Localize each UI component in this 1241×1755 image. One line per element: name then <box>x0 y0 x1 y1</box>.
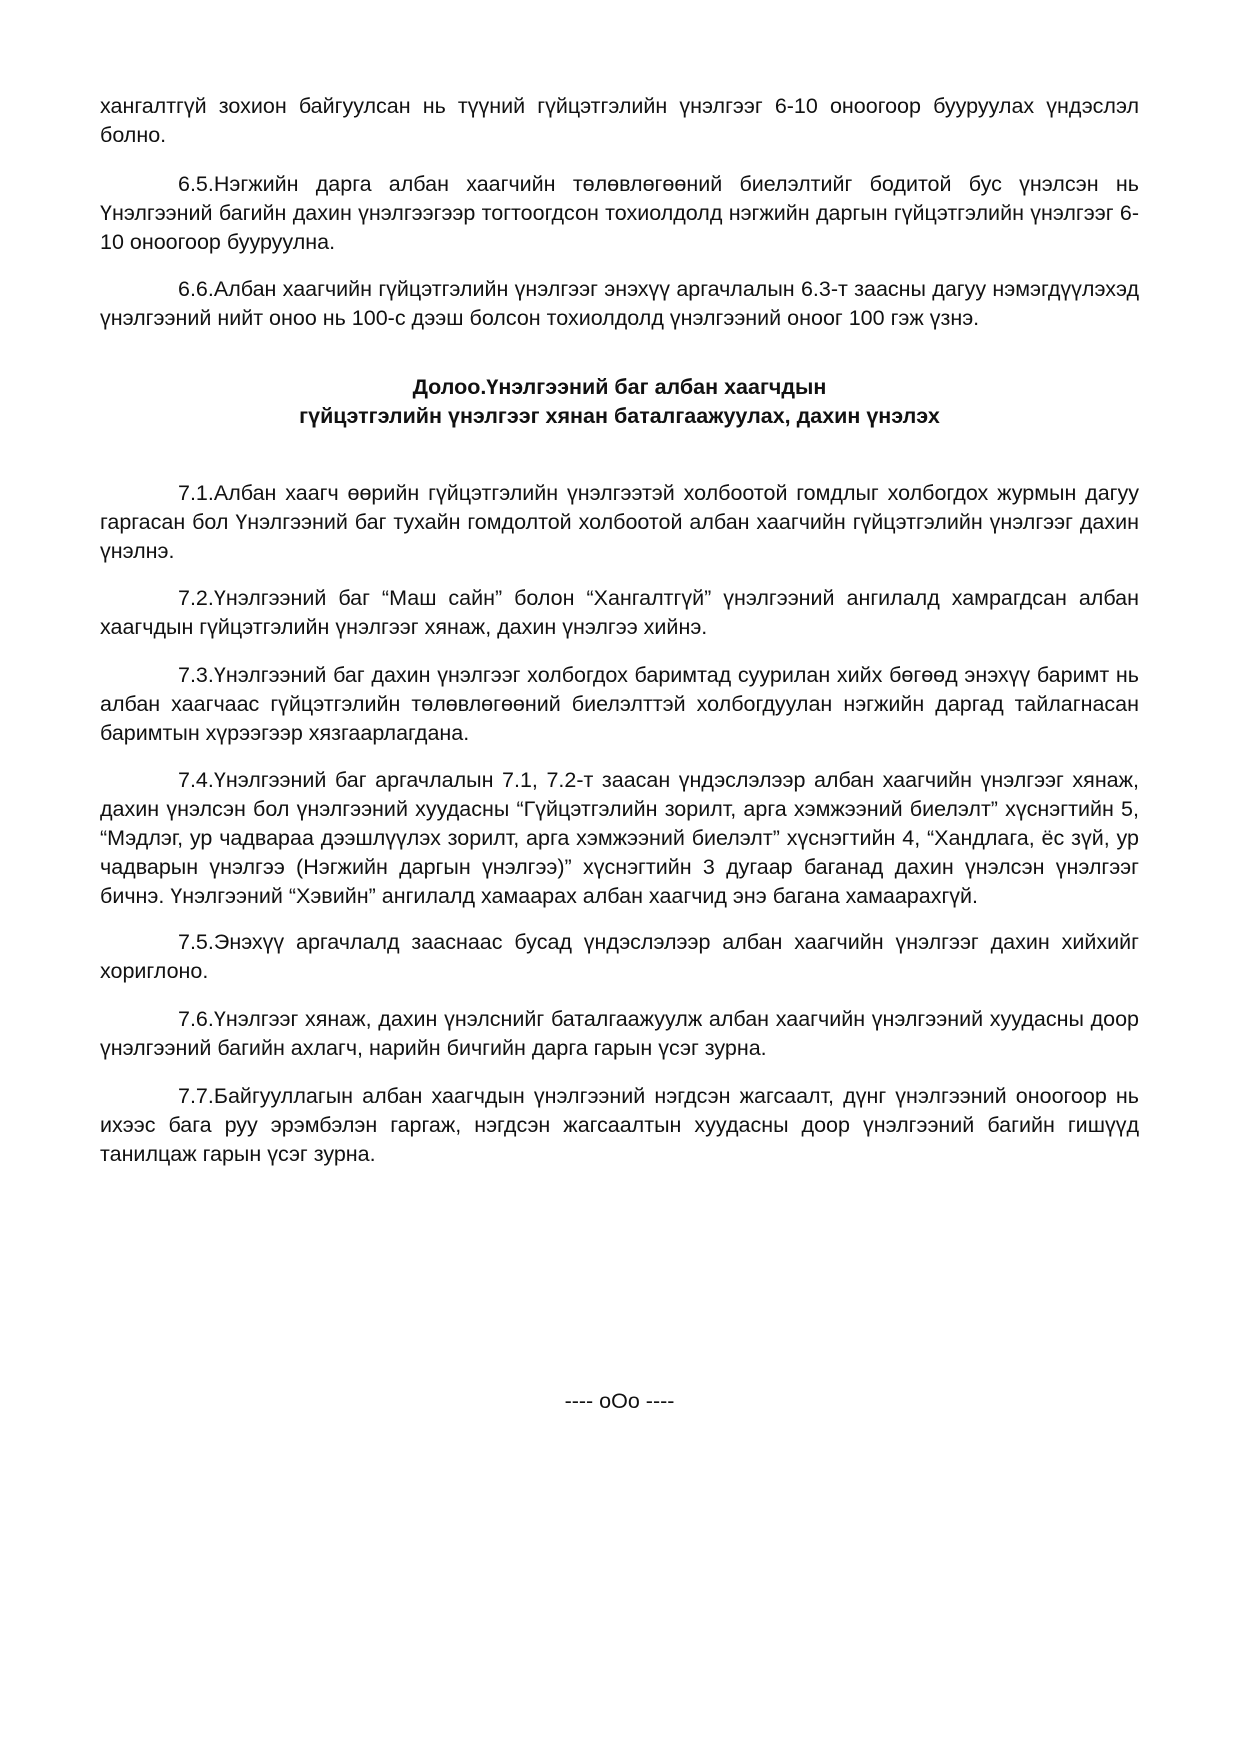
end-of-document-mark: ---- oOo ---- <box>564 1389 675 1413</box>
paragraph-7-7: 7.7.Байгууллагын албан хаагчдын үнэлгээний нэгдсэн жагсаалт, дүнг үнэлгээний оноогоор нь ихээс бага руу эрэмбэлэн гаргаж, нэгдсэн жагсаалтын хуудасны доор үнэлгээний багийн гишүүд танилцаж гарын үсэг зурна. <box>100 1084 1139 1166</box>
paragraph-7-5: 7.5.Энэхүү аргачлалд зааснаас бусад үндэслэлээр албан хаагчийн үнэлгээг дахин хийхийг хориглоно. <box>100 930 1139 983</box>
paragraph-7-1: 7.1.Албан хаагч өөрийн гүйцэтгэлийн үнэлгээтэй холбоотой гомдлыг холбогдох журмын дагуу гаргасан бол Үнэлгээний баг тухайн гомдолтой холбоотой албан хаагчийн гүйцэтгэлийн үнэлгээг дахин үнэлнэ. <box>100 481 1139 563</box>
paragraph-7-6: 7.6.Үнэлгээг хянаж, дахин үнэлснийг баталгаажуулж албан хаагчийн үнэлгээний хуудасны доор үнэлгээний багийн ахлагч, нарийн бичгийн дарга гарын үсэг зурна. <box>100 1007 1139 1060</box>
paragraph-6-6: 6.6.Албан хаагчийн гүйцэтгэлийн үнэлгээг энэхүү аргачлалын 6.3-т заасны дагуу нэмэгдүүлэхэд үнэлгээний нийт оноо нь 100-с дээш болсон тохиолдолд үнэлгээний оноог 100 гэж үзнэ. <box>100 277 1139 330</box>
section-heading-line-1: Долоо.Үнэлгээний баг албан хаагчдын <box>412 375 827 399</box>
paragraph-7-3: 7.3.Үнэлгээний баг дахин үнэлгээг холбогдох баримтад суурилан хийх бөгөөд энэхүү баримт нь албан хаагчаас гүйцэтгэлийн төлөвлөгөөний биелэлттэй холбогдуулан нэгжийн даргад тайлагнасан баримтын хүрээгээр хязгаарлагдана. <box>100 663 1139 745</box>
paragraph-6-5: 6.5.Нэгжийн дарга албан хаагчийн төлөвлөгөөний биелэлтийг бодитой бус үнэлсэн нь Үнэлгээний багийн дахин үнэлгээгээр тогтоогдсон тохиолдолд нэгжийн даргын гүйцэтгэлийн үнэлгээг 6-10 оноогоор бууруулна. <box>100 172 1139 254</box>
paragraph-7-2: 7.2.Үнэлгээний баг “Маш сайн” болон “Хангалтгүй” үнэлгээний ангилалд хамрагдсан албан хаагчдын гүйцэтгэлийн үнэлгээг хянаж, дахин үнэлгээ хийнэ. <box>100 586 1139 639</box>
section-heading-line-2: гүйцэтгэлийн үнэлгээг хянан баталгаажуулах, дахин үнэлэх <box>299 404 940 428</box>
paragraph-6-4-continuation: хангалтгүй зохион байгуулсан нь түүний гүйцэтгэлийн үнэлгээг 6-10 оноогоор бууруулах үндэслэл болно. <box>100 94 1139 147</box>
section-heading <box>100 373 1139 431</box>
paragraph-7-4: 7.4.Үнэлгээний баг аргачлалын 7.1, 7.2-т заасан үндэслэлээр албан хаагчийн үнэлгээг хянаж, дахин үнэлсэн бол үнэлгээний хуудасны “Гүйцэтгэлийн зорилт, арга хэмжээний биелэлт” хүснэгтийн 5, “Мэдлэг, ур чадвараа дээшлүүлэх зорилт, арга хэмжээний биелэлт” хүснэгтийн 4, “Хандлага, ёс зүй, ур чадварын үнэлгээ (Нэгжийн даргын үнэлгээ)” хүснэгтийн 3 дугаар баганад дахин үнэлсэн үнэлгээг бичнэ. Үнэлгээний “Хэвийн” ангилалд хамаарах албан хаагчид энэ багана хамаарахгүй. <box>100 768 1139 908</box>
